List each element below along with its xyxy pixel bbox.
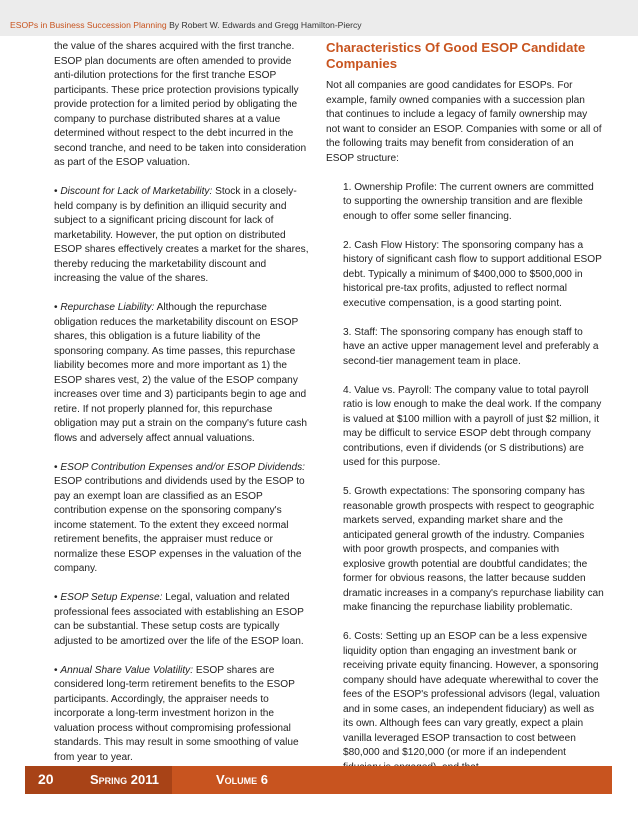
running-header bbox=[10, 20, 362, 30]
bullet-label: Discount for Lack of Marketability: bbox=[60, 186, 213, 197]
bullet-marker: • bbox=[54, 592, 61, 603]
header-bar bbox=[0, 0, 638, 36]
bullet-repurchase-liability bbox=[54, 301, 312, 446]
bullet-label: Annual Share Value Volatility: bbox=[60, 664, 194, 676]
candidate-traits-list bbox=[326, 181, 604, 776]
trait-staff: 3. Staff: The sponsoring company has enough staff to have an active upper management level and preferably a second-tier management team in place. bbox=[343, 326, 599, 367]
trait-ownership-profile: 1. Ownership Profile: The current owners are committed to supporting the ownership transition and are flexible enough to offer some seller financing. bbox=[343, 181, 594, 222]
right-column bbox=[326, 40, 604, 790]
page-number: 20 bbox=[38, 771, 54, 787]
issue-volume: Volume 6 bbox=[216, 772, 269, 787]
bullet-text: Legal, valuation and related professional fees associated with establishing an ESOP can be substantial. These setup costs are typically adjusted to be amortized over the life of the ESOP loan. bbox=[54, 592, 304, 647]
bullet-text: Stock in a closely-held company is by definition an illiquid security and subject to a significant pricing discount for lack of marketability. However, the put option on distributed ESOP shares effectively creates a market for the shares, thereby reducing the marketability discount and increasing the value of the shares. bbox=[54, 186, 309, 284]
bullet-label: Repurchase Liability: bbox=[60, 302, 155, 313]
left-intro-paragraph: the value of the shares acquired with the first tranche. ESOP plan documents are often amended to provide anti-dilution protections for the first tranche ESOP participants. These price protection provisions typically provide protection for a limited period by obligating the company to purchase distributed shares at a value determined without respect to the debt incurred in the second tranche, and need to be taken into consideration as part of the ESOP valuation. bbox=[54, 41, 307, 168]
bullet-label: ESOP Setup Expense: bbox=[60, 592, 163, 603]
bullet-share-volatility bbox=[54, 664, 312, 766]
header-title: ESOPs in Business Succession Planning bbox=[10, 20, 167, 30]
bullet-contribution-expenses bbox=[54, 461, 312, 577]
bullet-text: ESOP contributions and dividends used by the ESOP to pay an exempt loan are classified as an ESOP contribution expense on the sponsoring company's income statement. To the extent they exceed normal retirement benefits, the appraiser must reduce or normalize these ESOP expenses in the valuation of the company. bbox=[54, 476, 305, 574]
bullet-label: ESOP Contribution Expenses and/or ESOP Dividends: bbox=[60, 461, 305, 473]
section-title: Characteristics Of Good ESOP Candidate Companies bbox=[326, 40, 586, 71]
trait-cash-flow-history: 2. Cash Flow History: The sponsoring company has a history of significant cash flow to support additional ESOP debt. Typically a minimum of $400,000 to $500,000 in historical pre-tax profits, adjusted to reflect normal executive compensation, is a good starting point. bbox=[343, 239, 602, 309]
trait-costs: 6. Costs: Setting up an ESOP can be a less expensive liquidity option than engaging an investment bank or receiving private equity financing. However, a sponsoring company should have adequate wherewithal to cover the fees of the ESOP's professional advisors (legal, valuation and in some cases, an independent fiduciary) as well as its own. Although fees can vary greatly, expect a plain vanilla leveraged ESOP transaction to cost between $80,000 and $120,000 (or more if an independent bbox=[343, 631, 600, 758]
trait-growth-expectations: 5. Growth expectations: The sponsoring company has reasonable growth prospects with respect to geographic markets served, expanding market share and the anticipated general growth of the industry. Companies with poor growth prospects, and companies with explosive growth potential are doubtful candidates; the former for obvious reasons, the latter because sudden dramatic increases in a company's repurchase liability can make financing the repurchase liability problematic. bbox=[343, 486, 604, 613]
bullet-marker: • bbox=[54, 302, 61, 313]
trait-value-vs-payroll: 4. Value vs. Payroll: The company value to total payroll ratio is low enough to make the deal work. If the company is valued at $100 million with a payroll of just $2 million, it may be difficult to service ESOP debt through company contributions, even if dividends (or S distributions) are used for this purpose. bbox=[343, 384, 602, 468]
bullet-marker: • bbox=[54, 186, 61, 197]
issue-season: Spring 2011 bbox=[90, 772, 159, 787]
bullet-text: Although the repurchase obligation reduces the marketability discount on ESOP shares, this obligation is a future liability of the sponsoring company. As time passes, this repurchase liability becomes more and more important as 1) the ESOP shares vest, 2) the value of the ESOP company increases over time and 3) participants begin to age and retire. If not properly planned for, this repurchase obligation may put a strain on the company's future cash flows and adversely affect annual valuations. bbox=[54, 302, 307, 444]
bullet-marketability bbox=[54, 185, 312, 287]
left-column bbox=[54, 40, 312, 780]
header-author: By Robert W. Edwards and Gregg Hamilton-Piercy bbox=[166, 20, 362, 30]
bullet-marker: • bbox=[54, 461, 61, 473]
bullet-setup-expense bbox=[54, 591, 312, 649]
bullet-text: ESOP shares are considered long-term retirement benefits to the ESOP participants. Accordingly, the appraiser needs to incorporate a long-term investment horizon in the valuation process without compromising professional standards. This may result in some smoothing of value from year to year. bbox=[54, 664, 299, 763]
bullet-marker: • bbox=[54, 664, 61, 676]
right-intro-paragraph: Not all companies are good candidates for ESOPs. For example, family owned companies with a succession plan that continues to include a legacy of family ownership may not want to consider an ESOP. Companies with some or all of the following traits may benefit from consideration of an ESOP structure: bbox=[326, 80, 602, 164]
